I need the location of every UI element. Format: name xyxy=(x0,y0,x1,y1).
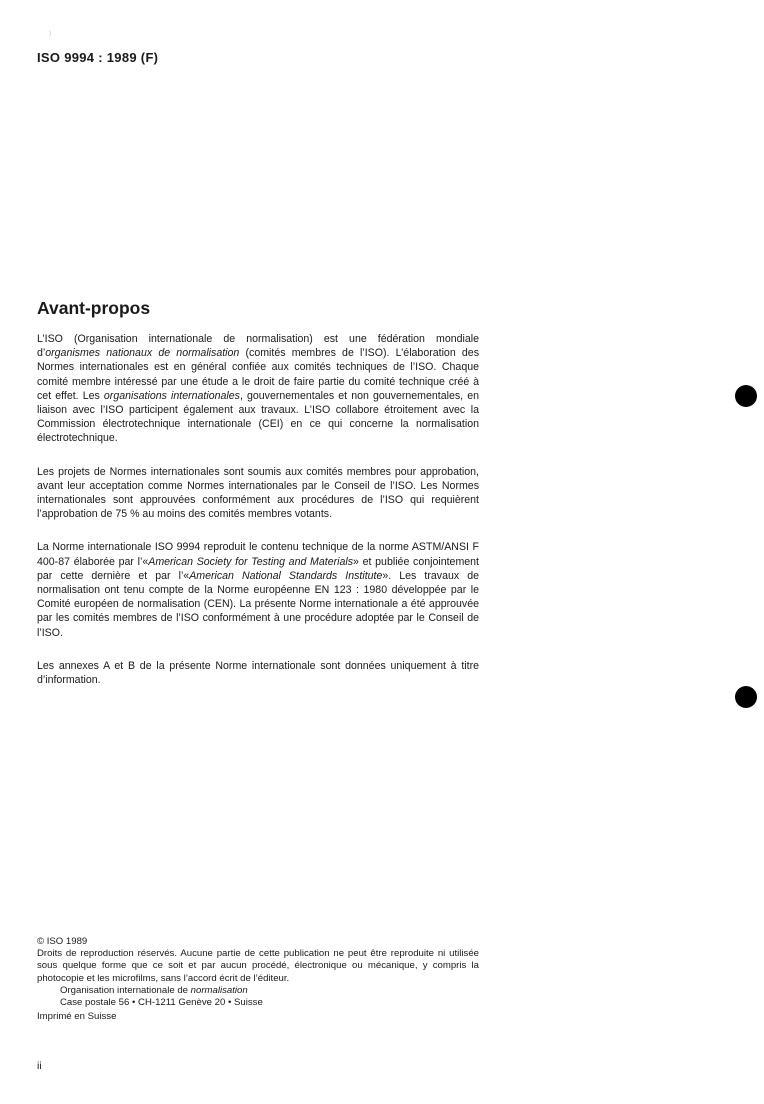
text-run: Les annexes A et B de la présente Norme internationale sont données uniquement à titre d’information. xyxy=(37,659,479,687)
publisher-org: Organisation internationale de normalisation xyxy=(60,984,248,996)
italic-run: American Society for Testing and Materials xyxy=(148,555,354,568)
punch-hole xyxy=(735,686,757,708)
copyright-block xyxy=(37,936,479,1023)
standard-reference: ISO 9994 : 1989 (F) xyxy=(37,50,159,65)
italic-run: American National Standards Institute xyxy=(189,569,383,582)
body-text xyxy=(37,332,479,706)
text-run: (comités membres de l’ISO). L’élaboration des Normes internationales est en général confiée aux comités techniques de l’ISO. Chaque comité membre intéressé par une étude a le droit de faire partie du comité technique créé à cet effet. Les xyxy=(37,347,479,402)
text-run: Les projets de Normes internationales sont soumis aux comités membres pour approbation, avant leur acceptation comme Normes internationales par le Conseil de l’ISO. Les Normes internationales sont approuvées conformément aux procédures de l’ISO qui requièrent l’approbation de 75 % au moins des comités membres votants. xyxy=(37,465,479,521)
paragraph-1 xyxy=(37,332,479,446)
printed-in: Imprimé en Suisse xyxy=(37,1011,117,1023)
text-run: L’ISO (Organisation internationale de normalisation) est une fédération mondiale d’ xyxy=(37,333,479,360)
copyright-line: © ISO 1989 xyxy=(37,936,88,947)
rights-notice: Droits de reproduction réservés. Aucune partie de cette publication ne peut être reproduite ni utilisée sous quelque forme que ce soit et par aucun procédé, électronique ou mécanique, y compris la photocopie et les microfilms, sans l’accord écrit de l’éditeur. xyxy=(37,948,479,984)
text-run: ». Les travaux de normalisation ont tenu compte de la Norme européenne EN 123 : 1980 développée par le Comité européen de normalisation (CEN). La présente Norme internationale a été approuvée par les comités membres de l’ISO conformément à une procédure adoptée par le Conseil de l’ISO. xyxy=(37,569,479,639)
publisher-org-italic: normalisation xyxy=(190,984,248,996)
paragraph-4 xyxy=(37,659,479,687)
page-number: ii xyxy=(37,1060,42,1072)
publisher-address: Case postale 56 • CH-1211 Genève 20 • Suisse xyxy=(60,997,263,1009)
italic-run: organisations internationales xyxy=(103,389,240,402)
punch-hole xyxy=(735,385,757,407)
scan-speck: ) xyxy=(49,31,51,37)
text-run: » et publiée conjointement par cette dernière et par l’« xyxy=(37,555,479,582)
paragraph-2 xyxy=(37,465,479,522)
text-run: La Norme internationale ISO 9994 reproduit le contenu technique de la norme ASTM/ANSI F 400-87 élaborée par l’« xyxy=(37,541,479,568)
text-run: , gouvernementales et non gouvernementales, en liaison avec l’ISO participent également aux travaux. L’ISO collabore étroitement avec la Commission électrotechnique internationale (CEI) en ce qui concerne la normalisation électrotechnique. xyxy=(37,389,479,445)
paragraph-3 xyxy=(37,540,479,639)
italic-run: organismes nationaux de normalisation xyxy=(45,347,240,360)
section-title: Avant-propos xyxy=(37,298,151,318)
